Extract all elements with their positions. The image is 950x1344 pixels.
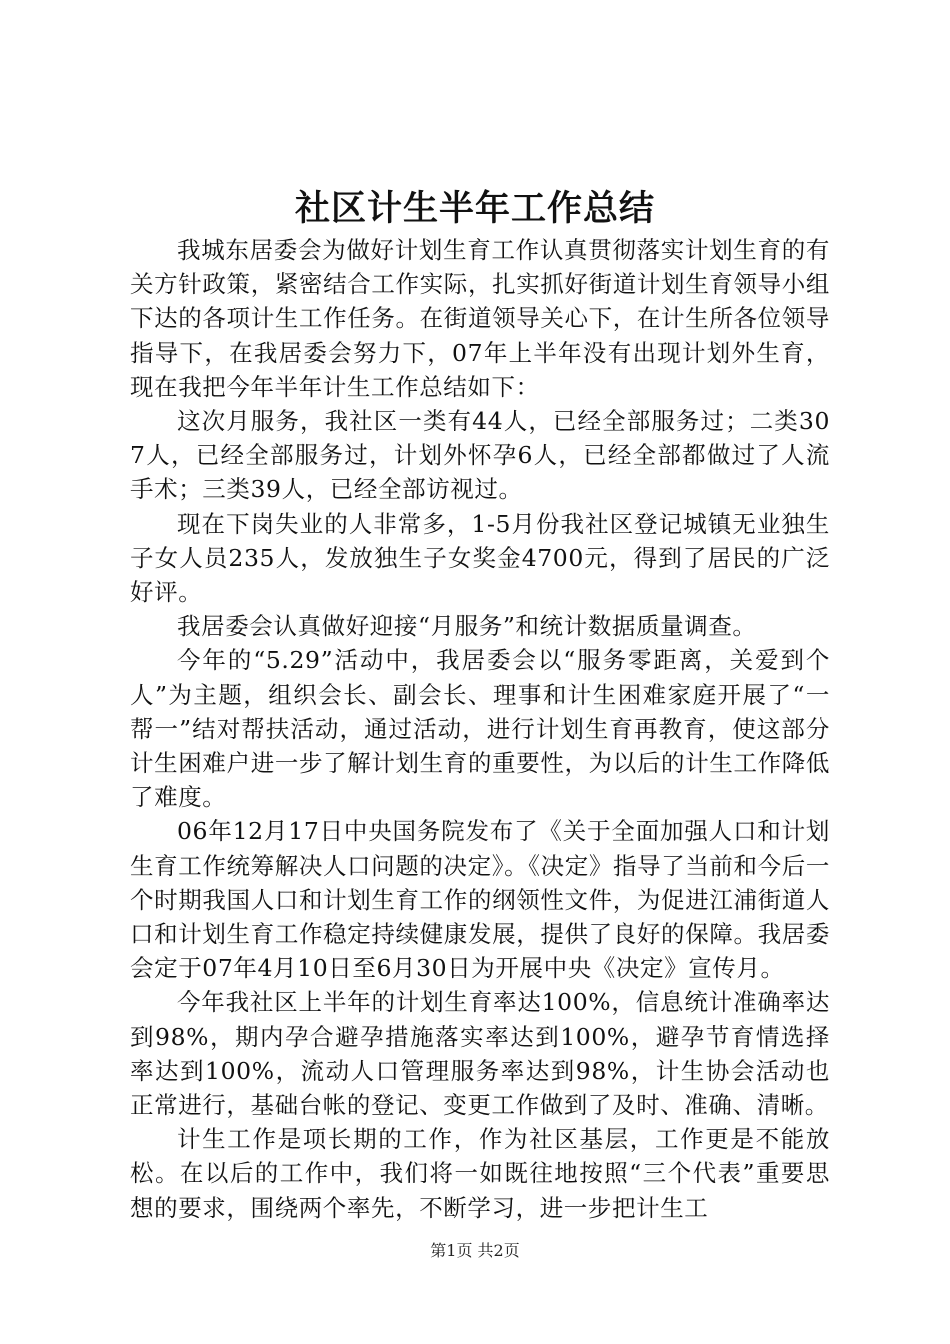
paragraph-statistics: 今年我社区上半年的计划生育率达100%，信息统计准确率达到98%，期内孕合避孕措施落实率达到100%，避孕节育情选择率达到100%，流动人口管理服务率达到98%，计生协会活动也正常进行，基础台帐的登记、变更工作做到了及时、准确、清晰。	[130, 988, 830, 1120]
paragraph-intro: 我城东居委会为做好计划生育工作认真贯彻落实计划生育的有关方针政策，紧密结合工作实际，扎实抓好街道计划生育领导小组下达的各项计生工作任务。在街道领导关心下，在计生所各位领导指导下，在我居委会努力下，07年上半年没有出现计划外生育，现在我把今年半年计生工作总结如下：	[130, 236, 830, 401]
page-footer: 第1页 共2页	[430, 1241, 520, 1260]
paragraph-529-activity: 今年的“5.29”活动中，我居委会以“服务零距离，关爱到个人”为主题，组织会长、副会长、理事和计生困难家庭开展了“一帮一”结对帮扶活动，通过活动，进行计划生育再教育，使这部分计生困难户进一步了解计划生育的重要性，为以后的计生工作降低了难度。	[130, 646, 830, 812]
paragraph-decision: 06年12月17日中央国务院发布了《关于全面加强人口和计划生育工作统筹解决人口问题的决定》。《决定》指导了当前和今后一个时期我国人口和计划生育工作的纲领性文件，为促进江浦街道人口和计划生育工作稳定持续健康发展，提供了良好的保障。我居委会定于07年4月10日至6月30日为开展中央《决定》宣传月。	[130, 817, 830, 983]
paragraph-survey: 我居委会认真做好迎接“月服务”和统计数据质量调查。	[177, 612, 757, 641]
paragraph-outlook: 计生工作是项长期的工作，作为社区基层，工作更是不能放松。在以后的工作中，我们将一如既往地按照“三个代表”重要思想的要求，围绕两个率先，不断学习，进一步把计生工	[130, 1125, 830, 1222]
paragraph-unemployed: 现在下岗失业的人非常多，1-5月份我社区登记城镇无业独生子女人员235人，发放独生子女奖金4700元，得到了居民的广泛好评。	[130, 509, 830, 607]
paragraph-monthly-service: 这次月服务，我社区一类有44人，已经全部服务过；二类307人，已经全部服务过，计划外怀孕6人，已经全部都做过了人流手术；三类39人，已经全部访视过。	[130, 407, 830, 504]
document-title: 社区计生半年工作总结	[294, 188, 655, 229]
document-body	[130, 233, 830, 1225]
